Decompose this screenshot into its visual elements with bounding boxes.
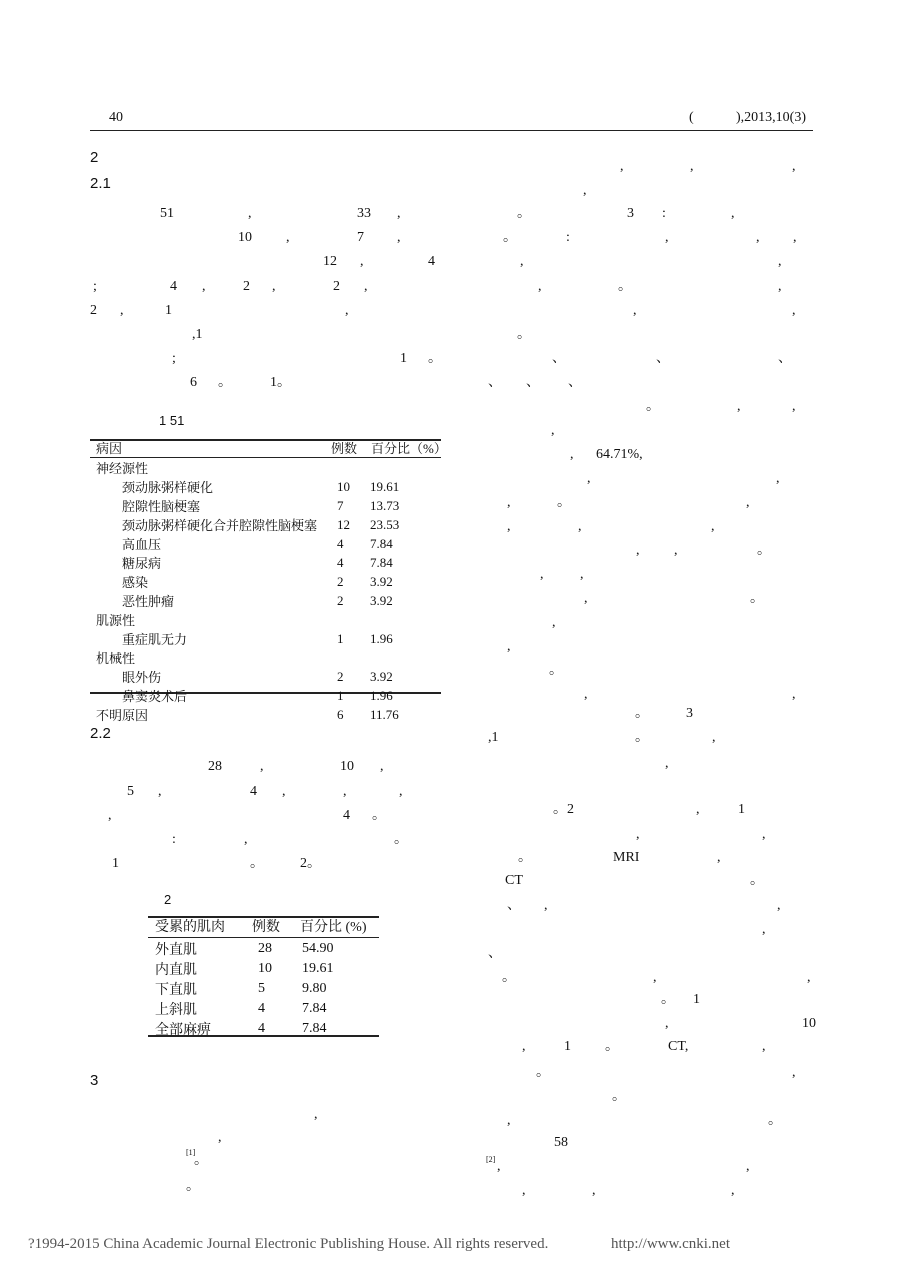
- text-fragment: 。: [661, 992, 675, 1007]
- cause-cell: 神经源性: [96, 461, 149, 476]
- table-row: [155, 1019, 375, 1039]
- text-fragment: 10: [340, 759, 354, 774]
- text-fragment: ,: [397, 230, 401, 245]
- table-row: [96, 705, 441, 724]
- text-fragment: ,: [731, 206, 735, 221]
- text-fragment: :: [172, 832, 176, 847]
- cause-cell: 恶性肿瘤: [122, 594, 175, 609]
- text-fragment: 4: [250, 784, 257, 799]
- text-fragment: 1: [693, 992, 700, 1007]
- text-fragment: ;: [93, 279, 97, 294]
- table-2-header-rule: [148, 937, 379, 938]
- text-fragment: 、: [488, 946, 502, 961]
- percent-cell: 23.53: [370, 516, 400, 532]
- text-fragment: ,: [522, 1183, 526, 1198]
- percent-cell: 3.92: [370, 573, 393, 589]
- text-fragment: ,: [762, 1039, 766, 1054]
- percent-cell: 3.92: [370, 592, 393, 608]
- text-fragment: 。: [635, 730, 649, 745]
- muscle-cell: 全部麻痹: [155, 1023, 211, 1038]
- text-fragment: 。: [218, 375, 232, 390]
- muscle-cell: 下直肌: [155, 983, 197, 998]
- text-fragment: 、: [488, 375, 502, 390]
- text-fragment: 5: [127, 784, 134, 799]
- percent-cell: [370, 610, 441, 629]
- text-fragment: ,: [544, 898, 548, 913]
- text-fragment: 12: [323, 254, 337, 269]
- count-cell: 4: [258, 1001, 265, 1016]
- text-fragment: MRI: [613, 850, 640, 865]
- text-fragment: 1: [564, 1039, 571, 1054]
- text-fragment: ,: [636, 827, 640, 842]
- text-fragment: ,: [696, 802, 700, 817]
- text-fragment: ,: [108, 808, 112, 823]
- text-fragment: ,1: [488, 730, 499, 745]
- section-heading-3: 3: [90, 1072, 99, 1089]
- text-fragment: ,: [792, 687, 796, 702]
- table-1: [96, 458, 441, 724]
- table-row: [96, 629, 441, 648]
- text-fragment: 。2: [553, 802, 574, 817]
- text-fragment: CT,: [668, 1039, 689, 1054]
- text-fragment: ,: [343, 784, 347, 799]
- text-fragment: ,: [793, 230, 797, 245]
- text-fragment: ,: [570, 447, 574, 462]
- cause-cell: 眼外伤: [122, 670, 162, 685]
- text-fragment: ,: [777, 898, 781, 913]
- count-cell: 28: [258, 941, 272, 956]
- count-cell: 1: [337, 687, 344, 703]
- table-2-header-count: 例数: [252, 920, 280, 935]
- text-fragment: 。: [750, 873, 764, 888]
- text-fragment: ,: [665, 1016, 669, 1031]
- text-fragment: ,: [712, 730, 716, 745]
- text-fragment: ,: [746, 495, 750, 510]
- text-fragment: ,: [807, 970, 811, 985]
- count-cell: [337, 610, 370, 629]
- text-fragment: 。: [605, 1039, 619, 1054]
- text-fragment: ,: [578, 519, 582, 534]
- text-fragment: 、: [552, 351, 566, 366]
- cause-cell: 肌源性: [96, 613, 136, 628]
- table-row: [96, 553, 441, 572]
- text-fragment: ,: [538, 279, 542, 294]
- table-2: [155, 939, 375, 1039]
- text-fragment: ,: [592, 1183, 596, 1198]
- text-fragment: ,: [653, 970, 657, 985]
- table-2-header-muscle: 受累的肌肉: [155, 920, 225, 935]
- text-fragment: 。: [646, 399, 660, 414]
- table-1-caption: 1 51: [159, 413, 185, 428]
- percent-cell: 3.92: [370, 668, 393, 684]
- text-fragment: 。: [557, 495, 571, 510]
- table-2-header-percent: 百分比 (%): [300, 920, 367, 935]
- text-fragment: ,: [286, 230, 290, 245]
- cause-cell: 重症肌无力: [122, 632, 188, 647]
- text-fragment: 58: [554, 1135, 568, 1150]
- text-fragment: 。: [549, 663, 563, 678]
- table-row: [96, 667, 441, 686]
- muscle-cell: 内直肌: [155, 963, 197, 978]
- percent-cell: 11.76: [370, 706, 399, 722]
- cause-cell: 鼻窦炎术后: [122, 689, 188, 704]
- table-row: [155, 939, 375, 959]
- text-fragment: ,: [282, 784, 286, 799]
- table-row: [96, 591, 441, 610]
- text-fragment: [1]: [186, 1148, 196, 1157]
- percent-cell: 7.84: [370, 554, 393, 570]
- text-fragment: ,: [620, 159, 624, 174]
- percent-cell: 9.80: [302, 981, 327, 996]
- text-fragment: ,: [665, 230, 669, 245]
- percent-cell: 1.96: [370, 630, 393, 646]
- count-cell: 10: [337, 478, 350, 494]
- text-fragment: ,: [792, 1065, 796, 1080]
- text-fragment: 。: [186, 1179, 200, 1194]
- count-cell: 5: [258, 981, 265, 996]
- cause-cell: 腔隙性脑梗塞: [122, 499, 201, 514]
- footer-copyright: ?1994-2015 China Academic Journal Electronic Publishing House. All rights reserved.: [28, 1236, 549, 1252]
- text-fragment: 1: [165, 303, 172, 318]
- text-fragment: ,: [397, 206, 401, 221]
- percent-cell: 7.84: [302, 1001, 327, 1016]
- percent-cell: [370, 648, 441, 667]
- count-cell: 10: [258, 961, 272, 976]
- text-fragment: 2。: [300, 856, 321, 871]
- text-fragment: 。: [518, 850, 532, 865]
- count-cell: 4: [258, 1021, 265, 1036]
- text-fragment: 1。: [270, 375, 291, 390]
- text-fragment: 。: [428, 351, 442, 366]
- text-fragment: 2: [333, 279, 340, 294]
- section-heading-2: 2: [90, 149, 99, 166]
- journal-info-left: (: [689, 110, 694, 125]
- table-row: [96, 572, 441, 591]
- text-fragment: ,: [522, 1039, 526, 1054]
- percent-cell: 54.90: [302, 941, 334, 956]
- text-fragment: ,: [580, 567, 584, 582]
- journal-info-right: ),2013,10(3): [736, 110, 806, 125]
- table-row: [155, 959, 375, 979]
- table-row: [155, 999, 375, 1019]
- text-fragment: 。: [394, 832, 408, 847]
- text-fragment: ,: [552, 615, 556, 630]
- count-cell: 2: [337, 573, 344, 589]
- text-fragment: 51: [160, 206, 174, 221]
- percent-cell: 1.96: [370, 687, 393, 703]
- text-fragment: 。: [194, 1153, 208, 1168]
- text-fragment: ,: [360, 254, 364, 269]
- text-fragment: 4: [343, 808, 350, 823]
- text-fragment: ,: [345, 303, 349, 318]
- cause-cell: 机械性: [96, 651, 136, 666]
- text-fragment: 、: [656, 351, 670, 366]
- cause-cell: 颈动脉粥样硬化合并腔隙性脑梗塞: [122, 518, 318, 533]
- text-fragment: ,: [551, 423, 555, 438]
- text-fragment: 。: [503, 230, 517, 245]
- section-heading-2-1: 2.1: [90, 175, 111, 192]
- text-fragment: ,: [380, 759, 384, 774]
- text-fragment: 4: [428, 254, 435, 269]
- text-fragment: ,: [399, 784, 403, 799]
- cause-cell: 感染: [122, 575, 149, 590]
- text-fragment: ,: [507, 1113, 511, 1128]
- text-fragment: ,: [776, 471, 780, 486]
- text-fragment: ,: [717, 850, 721, 865]
- text-fragment: ,: [507, 519, 511, 534]
- page-number: 40: [109, 110, 123, 125]
- text-fragment: ,: [737, 399, 741, 414]
- cause-cell: 颈动脉粥样硬化: [122, 480, 214, 495]
- text-fragment: ;: [172, 351, 176, 366]
- section-heading-2-2: 2.2: [90, 725, 111, 742]
- text-fragment: 33: [357, 206, 371, 221]
- text-fragment: 。: [618, 279, 632, 294]
- text-fragment: 。: [750, 591, 764, 606]
- text-fragment: ,: [497, 1159, 501, 1174]
- text-fragment: ,: [778, 254, 782, 269]
- text-fragment: ,: [633, 303, 637, 318]
- text-fragment: 。: [502, 970, 516, 985]
- text-fragment: ,: [762, 827, 766, 842]
- text-fragment: 。: [372, 808, 386, 823]
- text-fragment: 2: [90, 303, 97, 318]
- count-cell: [337, 648, 370, 667]
- text-fragment: 6: [190, 375, 197, 390]
- text-fragment: 1: [400, 351, 407, 366]
- text-fragment: ,: [731, 1183, 735, 1198]
- text-fragment: ,: [674, 543, 678, 558]
- text-fragment: ,: [583, 183, 587, 198]
- cause-cell: 糖尿病: [122, 556, 162, 571]
- text-fragment: 64.71%,: [596, 447, 643, 462]
- text-fragment: ,: [756, 230, 760, 245]
- text-fragment: 。: [517, 327, 531, 342]
- count-cell: 4: [337, 554, 344, 570]
- text-fragment: 10: [802, 1016, 816, 1031]
- text-fragment: ,: [584, 687, 588, 702]
- text-fragment: 。: [250, 856, 264, 871]
- percent-cell: 13.73: [370, 497, 400, 513]
- text-fragment: ,: [762, 922, 766, 937]
- table-1-header-count: 例数: [331, 441, 358, 456]
- count-cell: 1: [337, 630, 344, 646]
- text-fragment: 3: [686, 706, 693, 721]
- table-row: [96, 610, 441, 629]
- text-fragment: ,: [792, 399, 796, 414]
- table-row: [96, 458, 441, 477]
- text-fragment: ,: [260, 759, 264, 774]
- text-fragment: ,: [202, 279, 206, 294]
- table-2-top-rule: [148, 916, 379, 918]
- text-fragment: ,: [364, 279, 368, 294]
- text-fragment: ,: [120, 303, 124, 318]
- muscle-cell: 外直肌: [155, 943, 197, 958]
- count-cell: 2: [337, 668, 344, 684]
- table-row: [96, 648, 441, 667]
- text-fragment: ,: [507, 495, 511, 510]
- text-fragment: 、: [778, 351, 792, 366]
- text-fragment: CT: [505, 873, 523, 888]
- count-cell: 4: [337, 535, 344, 551]
- text-fragment: 7: [357, 230, 364, 245]
- text-fragment: 。: [517, 206, 531, 221]
- count-cell: 2: [337, 592, 344, 608]
- percent-cell: 7.84: [370, 535, 393, 551]
- text-fragment: 4: [170, 279, 177, 294]
- text-fragment: 3: [627, 206, 634, 221]
- text-fragment: ,: [584, 591, 588, 606]
- percent-cell: 19.61: [302, 961, 334, 976]
- text-fragment: 。: [536, 1065, 550, 1080]
- text-fragment: ,: [520, 254, 524, 269]
- text-fragment: 。: [635, 706, 649, 721]
- text-fragment: ,: [587, 471, 591, 486]
- table-row: [96, 686, 441, 705]
- text-fragment: 28: [208, 759, 222, 774]
- cause-cell: 不明原因: [96, 708, 149, 723]
- text-fragment: 、: [568, 375, 582, 390]
- text-fragment: ,: [158, 784, 162, 799]
- text-fragment: ,: [507, 639, 511, 654]
- text-fragment: ,: [778, 279, 782, 294]
- percent-cell: 7.84: [302, 1021, 327, 1036]
- text-fragment: ,: [746, 1159, 750, 1174]
- text-fragment: 。: [768, 1113, 782, 1128]
- text-fragment: 、: [507, 898, 521, 913]
- text-fragment: ,: [711, 519, 715, 534]
- footer-url: http://www.cnki.net: [611, 1236, 731, 1252]
- table-row: [96, 477, 441, 496]
- text-fragment: ,1: [192, 327, 203, 342]
- table-2-caption: 2: [164, 892, 172, 907]
- text-fragment: [2]: [486, 1155, 496, 1164]
- text-fragment: ,: [540, 567, 544, 582]
- count-cell: [337, 458, 370, 477]
- table-1-header-cause: 病因: [96, 441, 123, 456]
- text-fragment: 1: [112, 856, 119, 871]
- text-fragment: ,: [272, 279, 276, 294]
- count-cell: 12: [337, 516, 350, 532]
- cause-cell: 高血压: [122, 537, 162, 552]
- table-row: [96, 515, 441, 534]
- text-fragment: 2: [243, 279, 250, 294]
- text-fragment: ,: [218, 1130, 222, 1145]
- table-1-header-percent: 百分比（%）: [371, 441, 447, 456]
- text-fragment: ,: [636, 543, 640, 558]
- table-row: [155, 979, 375, 999]
- text-fragment: 1: [738, 802, 745, 817]
- text-fragment: ,: [792, 159, 796, 174]
- count-cell: 6: [337, 706, 344, 722]
- percent-cell: 19.61: [370, 478, 400, 494]
- text-fragment: 。: [757, 543, 771, 558]
- text-fragment: ,: [665, 756, 669, 771]
- muscle-cell: 上斜肌: [155, 1003, 197, 1018]
- text-fragment: :: [566, 230, 570, 245]
- text-fragment: ,: [244, 832, 248, 847]
- table-row: [96, 534, 441, 553]
- percent-cell: [370, 458, 441, 477]
- text-fragment: :: [662, 206, 666, 221]
- text-fragment: ,: [792, 303, 796, 318]
- count-cell: 7: [337, 497, 344, 513]
- text-fragment: 、: [526, 375, 540, 390]
- header-rule: [90, 130, 813, 131]
- text-fragment: 。: [612, 1089, 626, 1104]
- text-fragment: 10: [238, 230, 252, 245]
- table-row: [96, 496, 441, 515]
- text-fragment: ,: [314, 1107, 318, 1122]
- text-fragment: ,: [248, 206, 252, 221]
- text-fragment: ,: [690, 159, 694, 174]
